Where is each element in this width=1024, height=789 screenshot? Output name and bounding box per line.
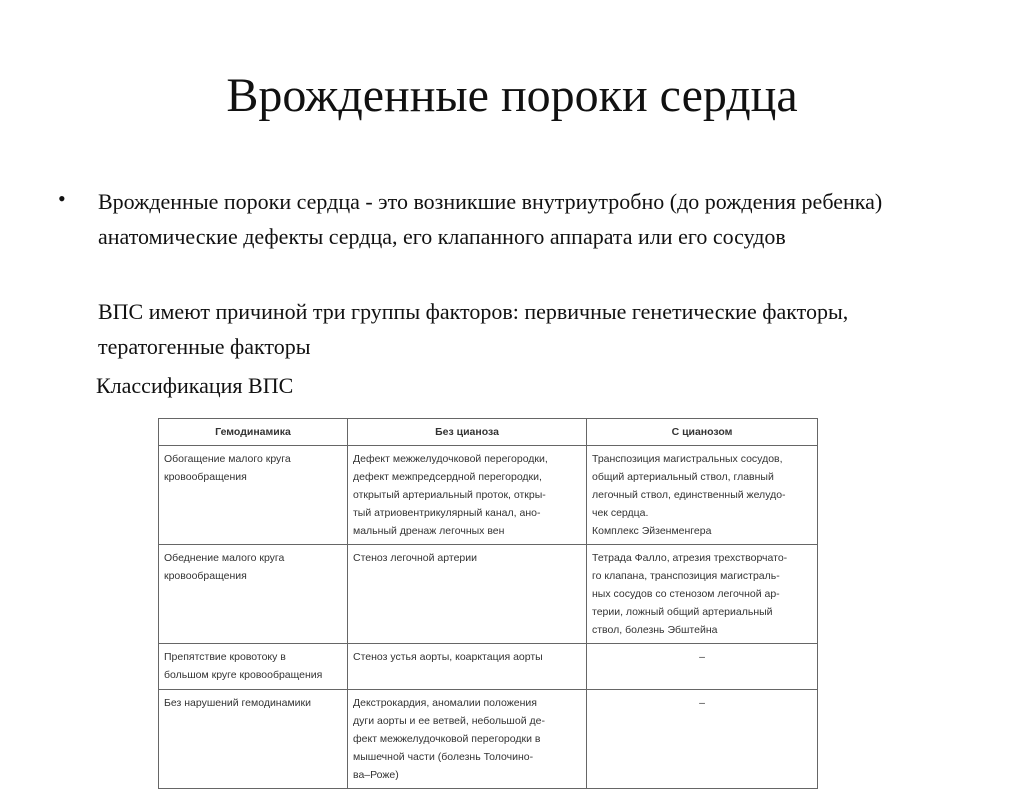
table-row: [159, 545, 818, 644]
classification-table: [158, 418, 818, 789]
definition-text: Врожденные пороки сердца - это возникшие внутриутробно (до рождения ребенка) анатомические дефекты сердца, его клапанного аппарата или его сосудов: [98, 189, 883, 249]
table-cell: Декстрокардия, аномалии положения дуги аорты и ее ветвей, небольшой де- фект межжелудочковой перегородки в мышечной части (болезнь Толочино- ва–Роже): [348, 690, 587, 789]
table-cell: Препятствие кровотоку в большом круге кровообращения: [159, 644, 348, 690]
slide-title: Врожденные пороки сердца: [226, 69, 798, 122]
table-cell: Обеднение малого круга кровообращения: [159, 545, 348, 644]
header-no-cyanosis: Без цианоза: [348, 419, 587, 446]
classification-label: Классификация ВПС: [96, 373, 294, 398]
header-cyanosis: С цианозом: [587, 419, 818, 446]
table-cell: –: [587, 690, 818, 789]
table-cell: Стеноз легочной артерии: [348, 545, 587, 644]
table-cell: Обогащение малого круга кровообращения: [159, 446, 348, 545]
causes-text: ВПС имеют причиной три группы факторов: первичные генетические факторы, тератогенные факторы: [98, 299, 849, 359]
table-row: [159, 690, 818, 789]
table-cell: Стеноз устья аорты, коарктация аорты: [348, 644, 587, 690]
table-cell: –: [587, 644, 818, 690]
header-hemodynamics: Гемодинамика: [159, 419, 348, 446]
table-cell: Дефект межжелудочковой перегородки, дефект межпредсердной перегородки, открытый артериальный проток, откры- тый атриовентрикулярный канал, ано- мальный дренаж легочных вен: [348, 446, 587, 545]
table-row: [159, 446, 818, 545]
table-cell: Транспозиция магистральных сосудов, общий артериальный ствол, главный легочный ствол, единственный желудо- чек сердца. Комплекс Эйзенменгера: [587, 446, 818, 545]
table-cell: Без нарушений гемодинамики: [159, 690, 348, 789]
bullet-icon: •: [58, 186, 66, 211]
table-header-row: [159, 419, 818, 446]
table-cell: Тетрада Фалло, атрезия трехстворчато- го клапана, транспозиция магистраль- ных сосудов со стенозом легочной ар- терии, ложный общий артериальный ствол, болезнь Эбштейна: [587, 545, 818, 644]
table-row: [159, 644, 818, 690]
